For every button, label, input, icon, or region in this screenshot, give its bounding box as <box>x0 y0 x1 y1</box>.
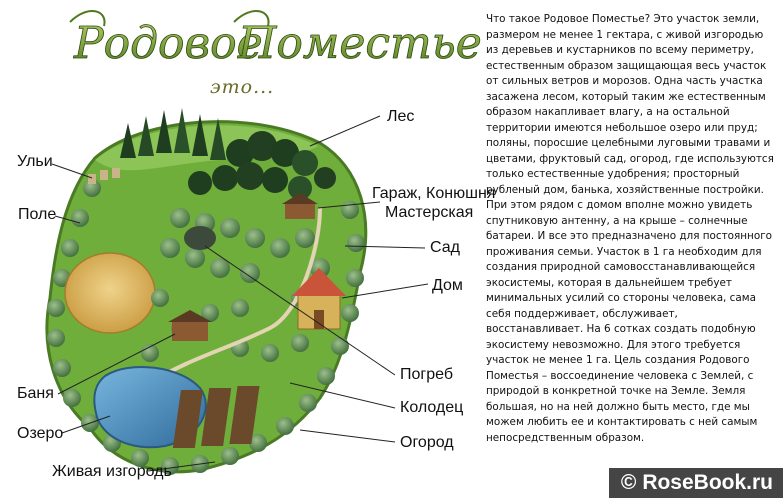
label-garage: Гараж, Конюшня <box>372 185 496 202</box>
cellar-mound <box>184 226 216 250</box>
label-hives: Ульи <box>17 153 53 170</box>
label-forest: Лес <box>387 108 415 125</box>
label-hedge: Живая изгородь <box>52 463 172 480</box>
vegetable-beds <box>173 386 260 448</box>
title-subtitle: это... <box>210 76 275 98</box>
label-well: Колодец <box>400 399 464 416</box>
description-text: Что такое Родовое Поместье? Это участок земли, размером не менее 1 гектара, с живой изгородью из деревьев и кустарников по всему периметру, естественным образом защищающая весь участок от сильных ветров и морозов. Одна часть участка засажена лесом, который таким же естественным образом накапливает влагу, а на остальной территории имеются небольшое озеро или пруд; поляны, поросшие целебными луговыми травами и цветами, фруктовый сад, огород, где используются только естественные удобрения; просторный рубленый дом, банька, хозяйственные постройки. При этом рядом с домом вполне можно увидеть спутниковую антенну, а на крыше – солнечные батареи. И все это предназначено для постоянного проживания семьи. Участок в 1 га необходим для создания природной самовосстанавливающейся экосистемы, которая в дальнейшем требует минимальных усилий со стороны человека, сама себя поддерживает, обслуживает, восстанавливает. На 6 соткаx создать подобную экосистему невозможно. Для этого требуется участок не менее 1 га. Цель создания Родового Поместья – воссоединение человека с Землей, с природой в конкретной точке на Земле. Земля большая, но на ней должно быть место, где мы можем любить ее и контактировать с ней самым непосредственным образом. <box>486 13 774 444</box>
label-vegetable-garden: Огород <box>400 434 454 451</box>
title-word-1: Родовое <box>74 18 263 69</box>
label-sauna: Баня <box>17 385 54 402</box>
watermark-text: RoseBook.ru <box>642 471 773 494</box>
label-lake: Озеро <box>17 425 64 442</box>
wheat-field <box>65 253 155 333</box>
title-word-2: Поместье <box>238 18 482 69</box>
label-garden: Сад <box>430 239 460 256</box>
watermark <box>609 468 783 498</box>
label-workshop: Мастерская <box>385 204 474 221</box>
label-cellar: Погреб <box>400 366 454 383</box>
label-field: Поле <box>18 206 57 223</box>
copyright-icon: © <box>620 471 637 494</box>
label-house: Дом <box>432 277 463 294</box>
page-title <box>68 2 482 74</box>
